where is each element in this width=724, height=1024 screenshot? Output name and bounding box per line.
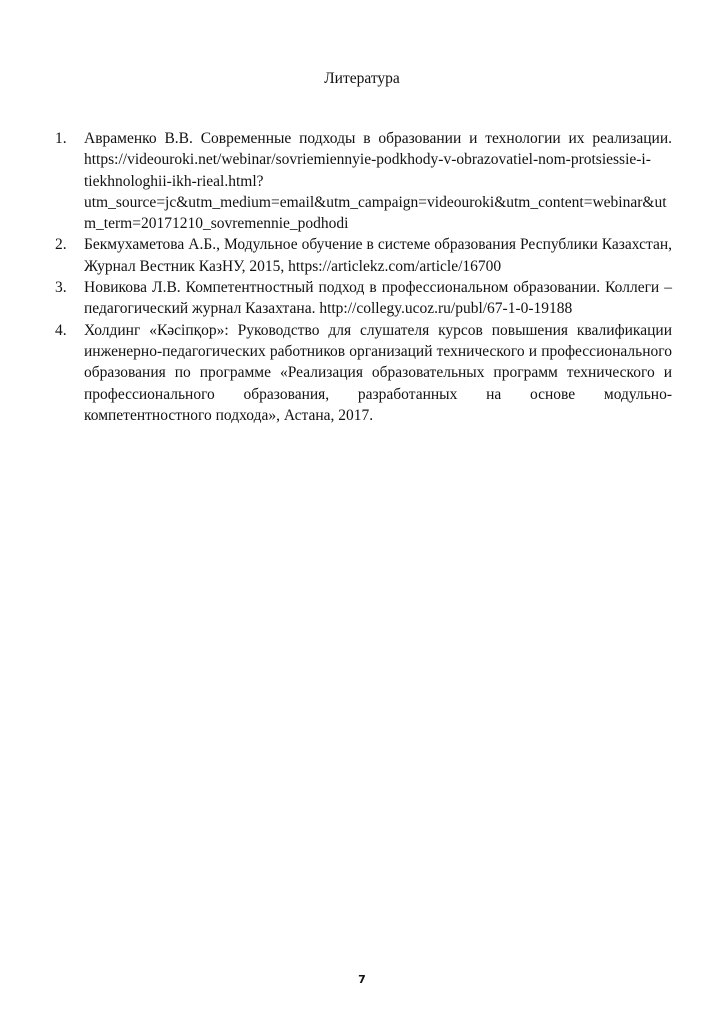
reference-item-3 [55, 277, 672, 320]
reference-text: Бекмухаметова А.Б., Модульное обучение в системе образования Республики Казахстан, Журнал Вестник КазНУ, 2015, https://articlekz.com/article/16700 [84, 236, 672, 275]
page-title: Литература [324, 70, 400, 87]
reference-item-4 [55, 320, 672, 426]
page-number: 7 [358, 973, 366, 986]
reference-list [55, 128, 672, 426]
reference-text: Холдинг «Кәсіпқор»: Руководство для слушателя курсов повышения квалификации инженерно-педагогических работников организаций технического и профессионального образования по программе «Реализация образовательных программ технического и профессионального образования, разработанных на основе модульно-компетентностного подхода», Астана, 2017. [84, 321, 672, 424]
reference-number: 2. [55, 236, 67, 254]
reference-number: 3. [55, 279, 67, 297]
reference-text: Новикова Л.В. Компетентностный подход в профессиональном образовании. Коллеги – педагогический журнал Казахтана. http://collegy.ucoz.ru/publ/67-1-0-19188 [84, 279, 672, 318]
reference-number: 4. [55, 321, 67, 339]
reference-item-1 [55, 128, 672, 234]
reference-item-2 [55, 234, 672, 277]
reference-number: 1. [55, 130, 67, 147]
reference-text: Авраменко В.В. Современные подходы в образовании и технологии их реализации. https://videouroki.net/webinar/sovriemiennyie-podkhody-v-obrazovatiel-nom-protsiessie-i-tiekhnologhii-ikh-rieal.html?utm_source=jc&utm_medium=email&utm_campaign=videouroki&utm_content=webinar&utm_term=20171210_sovremennie_podhodi [84, 130, 672, 233]
